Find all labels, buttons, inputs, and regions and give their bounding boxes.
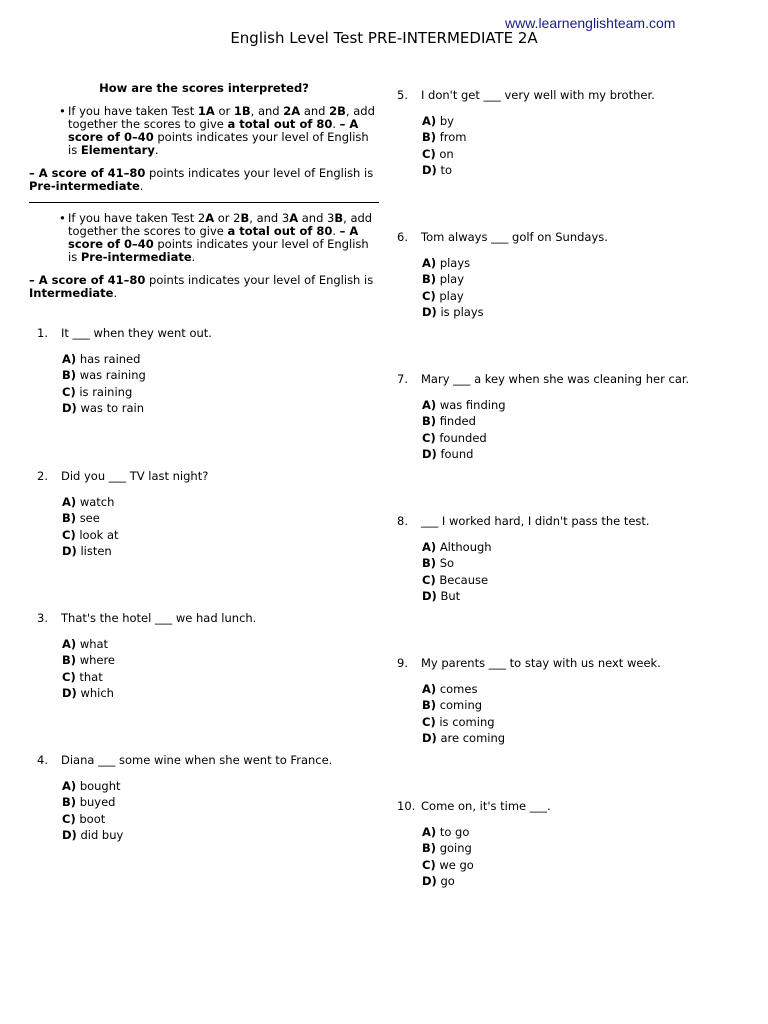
option-letter: C) [62,384,76,399]
option-text: boot [79,811,106,826]
option-text: So [439,556,455,571]
option-text: coming [439,698,483,713]
option-d[interactable] [422,446,506,462]
option-c[interactable] [62,669,115,685]
option-letter: B) [422,130,437,145]
divider [29,202,379,203]
option-letter: C) [62,527,76,542]
option-letter: B) [422,698,437,713]
option-letter: D) [422,304,437,319]
option-b[interactable] [62,510,119,526]
option-d[interactable] [62,400,146,416]
scores-heading: How are the scores interpreted? [99,81,309,95]
option-d[interactable] [422,162,466,178]
option-letter: B) [62,368,77,383]
option-a[interactable] [422,539,492,555]
answer-options [422,397,506,462]
question-number: 9. [397,656,408,670]
scores-note-1 [29,167,379,193]
option-b[interactable] [422,271,484,287]
option-letter: B) [62,511,77,526]
option-c[interactable] [62,811,123,827]
bullet-icon: • [59,104,66,118]
text-run: , and 3 [249,211,290,225]
option-text: has rained [79,352,141,366]
option-letter: A) [62,637,77,651]
option-text: bought [79,779,121,793]
scores-rule-1 [29,105,379,157]
option-d[interactable] [422,304,484,320]
answer-options [422,539,492,604]
option-a[interactable] [422,681,505,697]
question-text: Mary ___ a key when she was cleaning her car. [421,372,690,386]
option-text: plays [439,256,471,270]
text-run: , and [250,104,284,118]
option-letter: A) [62,352,77,366]
text-run: B [334,211,344,225]
option-text: which [80,685,114,700]
option-d[interactable] [62,685,115,701]
text-run: – A score of 41–80 [29,166,146,180]
text-run: Pre-intermediate [80,250,192,264]
text-run: points indicates your level of English is [145,273,374,287]
option-c[interactable] [62,384,146,400]
option-text: is coming [439,714,495,729]
option-a[interactable] [422,397,506,413]
question-number: 7. [397,372,408,386]
question-number: 10. [397,799,416,813]
text-run: points indicates your level of English is [68,130,369,157]
answer-options [62,636,115,701]
option-letter: D) [62,827,77,842]
text-run: 1A [197,104,215,118]
option-b[interactable] [62,794,123,810]
option-letter: B) [422,414,437,429]
answer-options [422,681,505,746]
question-text: It ___ when they went out. [61,326,212,340]
scores-interpretation [29,82,379,300]
text-run: – A score of 0–40 [68,224,359,251]
question-number: 6. [397,230,408,244]
option-d[interactable] [62,827,123,843]
text-run: Elementary [80,143,155,157]
option-letter: A) [62,779,77,793]
option-letter: A) [422,256,437,270]
option-text: that [79,669,103,684]
text-run: . [191,250,196,264]
option-text: play [439,272,465,287]
question-number: 4. [37,753,48,767]
option-letter: D) [422,162,437,177]
option-letter: A) [422,398,437,412]
option-text: from [439,130,467,145]
option-text: Because [439,572,489,587]
option-letter: A) [422,682,437,696]
bullet-icon: • [59,211,66,225]
option-a[interactable] [422,113,466,129]
option-c[interactable] [422,146,466,162]
option-text: is plays [440,304,484,319]
question-number: 8. [397,514,408,528]
text-run: points indicates your level of English is [68,237,369,264]
option-letter: C) [422,857,436,872]
option-letter: C) [422,572,436,587]
text-run: and 3 [298,211,335,225]
option-text: was raining [79,368,146,383]
option-c[interactable] [422,288,484,304]
option-d[interactable] [62,543,119,559]
option-text: found [440,446,474,461]
question-text: I don't get ___ very well with my brother. [421,88,655,102]
text-run: 2B [329,104,346,118]
option-text: by [439,114,454,128]
question-text: Diana ___ some wine when she went to France. [61,753,333,767]
option-c[interactable] [422,430,506,446]
option-b[interactable] [422,840,474,856]
option-letter: B) [62,795,77,810]
answer-options [62,778,123,843]
text-run: – A score of 41–80 [29,273,146,287]
question-number: 2. [37,469,48,483]
option-a[interactable] [62,351,146,367]
option-text: look at [79,527,119,542]
option-a[interactable] [422,255,484,271]
text-run: . [113,286,118,300]
option-letter: B) [422,556,437,571]
option-letter: D) [422,588,437,603]
text-run: B [240,211,250,225]
option-text: was to rain [80,400,145,415]
scores-rule-2 [29,212,379,264]
text-run: A [289,211,299,225]
question-number: 3. [37,611,48,625]
question-text: My parents ___ to stay with us next week. [421,656,661,670]
option-text: But [440,588,461,603]
option-text: finded [439,414,476,429]
text-run: Pre-intermediate [29,179,140,193]
option-b[interactable] [62,367,146,383]
option-d[interactable] [422,873,474,889]
page-title: English Level Test PRE-INTERMEDIATE 2A [230,29,538,47]
option-letter: D) [62,400,77,415]
option-text: watch [79,495,115,509]
text-run: or 2 [214,211,241,225]
option-d[interactable] [422,730,505,746]
option-letter: C) [422,288,436,303]
text-run: , add together the scores to give [68,104,375,131]
option-letter: A) [422,540,437,554]
text-run: or [214,104,234,118]
text-run: – A score of 0–40 [68,117,359,144]
question-text: Did you ___ TV last night? [61,469,209,483]
option-text: we go [439,857,474,872]
option-text: was finding [439,398,506,412]
text-run: points indicates your level of English is [145,166,374,180]
text-run: Intermediate [29,286,114,300]
option-d[interactable] [422,588,492,604]
option-text: going [439,841,472,856]
website-url: www.learnenglishteam.com [505,15,676,31]
option-letter: B) [422,272,437,287]
option-text: listen [80,543,112,558]
option-c[interactable] [422,857,474,873]
option-text: founded [439,430,487,445]
question-text: Come on, it's time ___. [421,799,551,813]
option-a[interactable] [62,636,115,652]
option-letter: C) [62,669,76,684]
question-number: 5. [397,88,408,102]
text-run: . [154,143,159,157]
option-text: where [79,653,116,668]
option-letter: D) [422,730,437,745]
option-text: what [79,637,109,651]
answer-options [62,351,146,416]
option-a[interactable] [422,824,474,840]
answer-options [422,113,466,178]
option-c[interactable] [422,572,492,588]
text-run: 2A [283,104,301,118]
option-text: play [439,288,464,303]
text-run: a total out of 80 [227,224,333,238]
text-run: , add together the scores to give [68,211,373,238]
option-letter: D) [422,873,437,888]
option-text: on [439,146,454,161]
option-text: did buy [80,827,124,842]
option-text: are coming [440,730,506,745]
question-number: 1. [37,326,48,340]
option-text: to [440,162,453,177]
question-text: Tom always ___ golf on Sundays. [421,230,608,244]
text-run: . [139,179,144,193]
answer-options [62,494,119,559]
option-c[interactable] [422,714,505,730]
option-b[interactable] [422,129,466,145]
option-text: buyed [79,795,116,810]
option-text: comes [439,682,478,696]
text-run: and [300,104,330,118]
text-run: If you have taken Test 2 [68,211,206,225]
option-text: see [79,511,100,526]
option-letter: B) [422,841,437,856]
question-text: ___ I worked hard, I didn't pass the test. [421,514,650,528]
option-letter: A) [422,825,437,839]
option-b[interactable] [62,652,115,668]
option-letter: A) [62,495,77,509]
option-letter: D) [62,543,77,558]
option-letter: C) [422,430,436,445]
text-run: . [332,224,340,238]
answer-options [422,824,474,889]
option-text: is raining [79,384,133,399]
text-run: If you have taken Test [68,104,198,118]
option-letter: C) [422,714,436,729]
option-text: go [440,873,455,888]
scores-note-2 [29,274,379,300]
option-letter: D) [422,446,437,461]
text-run: . [332,117,340,131]
option-a[interactable] [62,494,119,510]
option-a[interactable] [62,778,123,794]
option-letter: A) [422,114,437,128]
option-text: to go [439,825,470,839]
option-c[interactable] [62,527,119,543]
text-run: A [205,211,215,225]
question-text: That's the hotel ___ we had lunch. [61,611,257,625]
option-text: Although [439,540,492,554]
option-letter: B) [62,653,77,668]
option-letter: C) [422,146,436,161]
option-b[interactable] [422,555,492,571]
option-b[interactable] [422,697,505,713]
answer-options [422,255,484,320]
option-letter: C) [62,811,76,826]
option-b[interactable] [422,413,506,429]
option-letter: D) [62,685,77,700]
text-run: a total out of 80 [227,117,333,131]
text-run: 1B [233,104,251,118]
